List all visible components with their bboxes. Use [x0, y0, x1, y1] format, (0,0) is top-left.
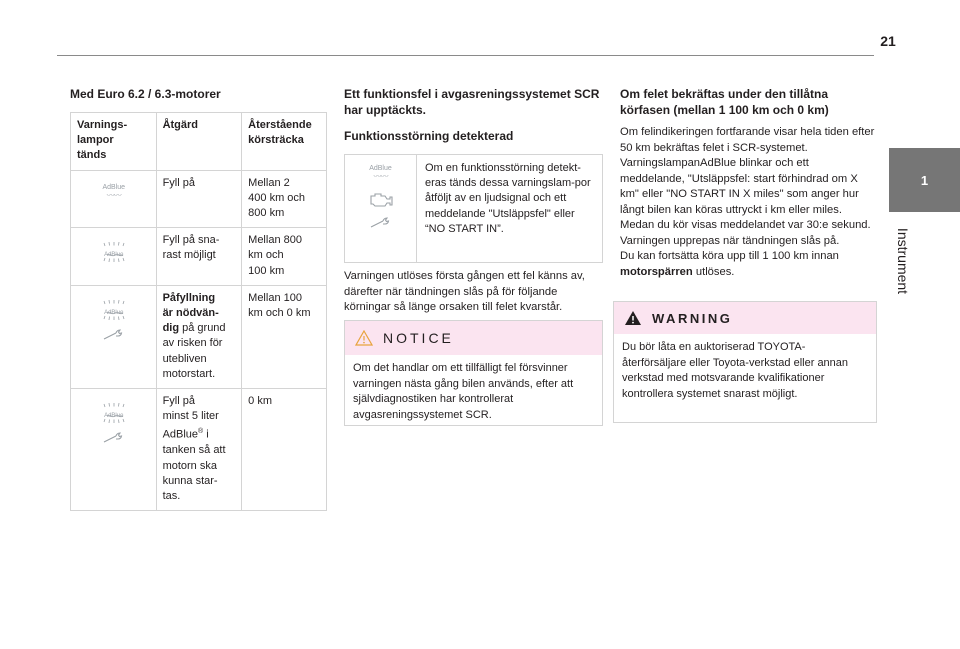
distance-cell: Mellan 100 km och 0 km	[242, 285, 327, 388]
action-cell: Fyll på sna- rast möjligt	[156, 228, 242, 286]
fault-icons	[345, 155, 417, 262]
notice-title: NOTICE	[383, 330, 454, 346]
header-lamps: Varnings- lampor tänds	[71, 113, 157, 171]
right-para2	[620, 249, 875, 280]
action-cell	[156, 389, 242, 511]
adblue-wave: 〰〰	[106, 190, 121, 200]
lamp-cell	[71, 228, 157, 286]
section-label	[888, 226, 918, 296]
section-tab[interactable]: 1	[889, 148, 960, 212]
notice-header	[345, 321, 602, 355]
table-row	[71, 170, 327, 228]
adblue-icon	[369, 165, 392, 181]
warning-triangle-icon	[624, 310, 642, 326]
distance-cell: 0 km	[242, 389, 327, 511]
top-rule	[57, 55, 874, 56]
lamp-cell	[71, 389, 157, 511]
distance-cell: Mellan 2 400 km och 800 km	[242, 170, 327, 228]
table-row	[71, 389, 327, 511]
para2-bold: motorspärren	[620, 265, 693, 278]
distance-cell: Mellan 800 km och 100 km	[242, 228, 327, 286]
warning-box	[613, 301, 877, 423]
lamp-cell	[71, 170, 157, 228]
para2-post: utlöses.	[692, 265, 735, 278]
action-pre: Fyll på minst 5 liter AdBlue	[162, 395, 219, 442]
fault-text: Om en funktionsstörning detekt-eras tänds dessa varningslam-por åtföljt av en ljudsignal och ett meddelande "Utsläppsfel" eller “NO START IN”.	[425, 162, 591, 235]
table-row	[71, 228, 327, 286]
adblue-icon-text: AdBlue	[102, 183, 126, 191]
action-emphasis: Påfyllning är nödvän- dig	[162, 291, 219, 335]
left-column	[70, 86, 327, 102]
adblue-icon-text: AdBlue	[369, 165, 392, 172]
warning-lamp-table	[70, 112, 327, 511]
fault-box	[344, 154, 603, 263]
right-column	[620, 86, 875, 280]
middle-column	[344, 86, 601, 144]
action-post: i tanken så att motorn ska kunna star- tas.	[162, 429, 226, 502]
right-heading: Om felet bekräftas under den tillåtna körfasen (mellan 1 100 km och 0 km)	[620, 87, 829, 117]
adblue-flashing-icon	[98, 402, 130, 424]
engine-icon	[367, 189, 395, 209]
section-label-text: Instrument	[895, 227, 911, 295]
adblue-wave: 〰〰	[373, 172, 388, 181]
right-para1: Om felindikeringen fortfarande visar hela tiden efter 50 km bekräftas felet i SCR-systemet. VarningslampanAdBlue blinkar och ett meddelande, "Utsläppsfel: start förhindrad om X km" eller "NO START IN X miles" som anger hur långt bilen kan köras uttryckt i km eller miles. Medan du kör visas meddelandet var 30:e sekund. Varningen upprepas när tändningen slås på.	[620, 126, 875, 247]
wrench-icon	[101, 329, 127, 341]
notice-text: Om det handlar om ett tillfälligt fel försvinner varningen nästa gång bilen används, efter att självdiagnostiken har kontrollerat avgasreningssystemet SCR.	[353, 362, 574, 421]
wrench-icon	[368, 217, 394, 229]
middle-para-text: Varningen utlöses första gången ett fel känns av, därefter när tändningen slås på för följande körningar så länge orsaken till felet kvarstår.	[344, 270, 585, 313]
adblue-flashing-label: AdBlue	[104, 252, 124, 259]
table-header-row	[71, 113, 327, 171]
action-cell	[156, 285, 242, 388]
table-row	[71, 285, 327, 388]
warning-title: WARNING	[652, 310, 733, 326]
middle-subheading: Funktionsstörning detekterad	[344, 129, 514, 143]
header-distance: Återstående körsträcka	[242, 113, 327, 171]
para2-pre: Du kan fortsätta köra upp till 1 100 km innan	[620, 250, 839, 262]
left-heading: Med Euro 6.2 / 6.3-motorer	[70, 87, 221, 101]
lamp-cell	[71, 285, 157, 388]
notice-triangle-icon	[355, 330, 373, 346]
header-action: Åtgärd	[156, 113, 242, 171]
adblue-flashing-icon	[98, 299, 130, 321]
notice-box	[344, 320, 603, 426]
middle-paragraph	[344, 269, 601, 316]
adblue-flashing-icon	[98, 241, 130, 263]
wrench-icon	[101, 432, 127, 444]
action-rest: på grund av risken för utebliven motorstart.	[162, 322, 226, 380]
middle-heading: Ett funktionsfel i avgasreningssystemet SCR har upptäckts.	[344, 87, 600, 117]
page-number: 21	[880, 33, 896, 49]
adblue-flashing-label: AdBlue	[104, 413, 124, 420]
adblue-flashing-label: AdBlue	[104, 309, 124, 316]
registered-mark: ®	[198, 428, 204, 436]
action-cell: Fyll på	[156, 170, 242, 228]
adblue-icon	[102, 184, 125, 200]
warning-header	[614, 302, 876, 334]
warning-text: Du bör låta en auktoriserad TOYOTA-återförsäljare eller Toyota-verkstad eller annan verkstad med motsvarande kvalifikationer kontrollera systemet snarast möjligt.	[622, 341, 849, 400]
